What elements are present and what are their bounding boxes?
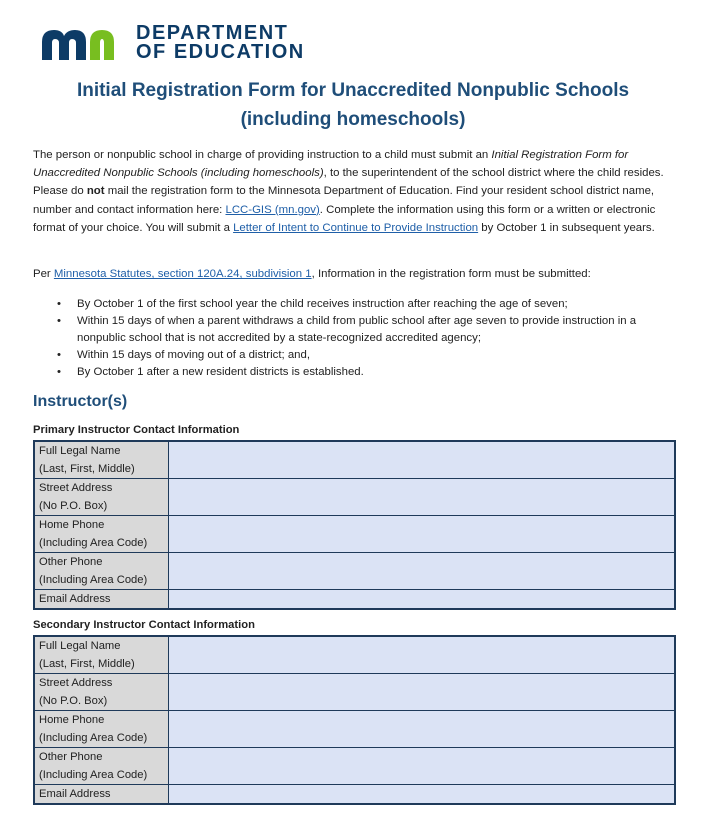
field-label: Full Legal Name (Last, First, Middle) xyxy=(34,441,169,479)
lcc-gis-link[interactable]: LCC-GIS (mn.gov) xyxy=(225,203,320,216)
table-row xyxy=(34,636,675,674)
logo-line-1: DEPARTMENT xyxy=(136,22,289,44)
list-item: • By October 1 of the first school year the child receives instruction after reaching the age of seven; xyxy=(33,296,673,313)
statute-paragraph xyxy=(33,265,673,283)
table-row xyxy=(34,748,675,785)
field-label: Other Phone (Including Area Code) xyxy=(34,553,169,590)
intro-text: mail the registration form to the Minnesota Department of Education. Find your resident school district name, number and contact information here: xyxy=(33,185,655,216)
logo-line-2: OF EDUCATION xyxy=(136,41,305,63)
deadline-list xyxy=(33,296,673,381)
secondary-other-phone-input[interactable] xyxy=(169,748,676,785)
primary-home-phone-input[interactable] xyxy=(169,516,676,553)
primary-instructor-title: Primary Instructor Contact Information xyxy=(33,424,240,436)
table-row xyxy=(34,553,675,590)
table-row xyxy=(34,785,675,805)
statute-text: , Information in the registration form must be submitted: xyxy=(311,268,591,280)
emphasis-not: not xyxy=(86,185,105,198)
title-line-1: Initial Registration Form for Unaccredited Nonpublic Schools xyxy=(76,80,630,101)
field-label: Email Address xyxy=(34,785,169,805)
instructors-heading: Instructor(s) xyxy=(33,393,128,410)
secondary-instructor-title: Secondary Instructor Contact Information xyxy=(33,619,255,631)
secondary-full-name-input[interactable] xyxy=(169,636,676,674)
field-label: Street Address (No P.O. Box) xyxy=(34,674,169,711)
table-row xyxy=(34,590,675,610)
primary-street-address-input[interactable] xyxy=(169,479,676,516)
secondary-home-phone-input[interactable] xyxy=(169,711,676,748)
field-label: Home Phone (Including Area Code) xyxy=(34,516,169,553)
intro-paragraph xyxy=(33,146,673,237)
table-row xyxy=(34,674,675,711)
field-label: Street Address (No P.O. Box) xyxy=(34,479,169,516)
form-name-italic: Initial Registration Form for Unaccredited Nonpublic Schools (including homeschools) xyxy=(33,149,629,180)
primary-other-phone-input[interactable] xyxy=(169,553,676,590)
field-label: Email Address xyxy=(34,590,169,610)
mde-logo xyxy=(40,24,305,62)
primary-full-name-input[interactable] xyxy=(169,441,676,479)
statute-text: Per xyxy=(33,268,54,280)
list-item: • Within 15 days of moving out of a district; and, xyxy=(33,347,673,364)
title-line-2: (including homeschools) xyxy=(240,109,466,130)
intro-text: by October 1 in subsequent years. xyxy=(478,221,655,234)
secondary-email-input[interactable] xyxy=(169,785,676,805)
secondary-street-address-input[interactable] xyxy=(169,674,676,711)
table-row xyxy=(34,441,675,479)
primary-instructor-table xyxy=(33,440,676,610)
field-label: Other Phone (Including Area Code) xyxy=(34,748,169,785)
secondary-instructor-table xyxy=(33,635,676,805)
intro-text: The person or nonpublic school in charge of providing instruction to a child must submit an xyxy=(33,149,492,161)
table-row xyxy=(34,479,675,516)
intro-text: . Complete the information using this form or a written or electronic format of your choice. You will submit a xyxy=(33,203,656,234)
field-label: Full Legal Name (Last, First, Middle) xyxy=(34,636,169,674)
mn-logo-icon xyxy=(40,26,126,60)
primary-email-input[interactable] xyxy=(169,590,676,610)
logo-wordmark xyxy=(136,24,305,62)
page-title xyxy=(0,76,706,134)
table-row xyxy=(34,516,675,553)
list-item: • By October 1 after a new resident districts is established. xyxy=(33,364,673,381)
statute-link[interactable]: Minnesota Statutes, section 120A.24, subdivision 1 xyxy=(53,268,312,280)
field-label: Home Phone (Including Area Code) xyxy=(34,711,169,748)
letter-of-intent-link[interactable]: Letter of Intent to Continue to Provide Instruction xyxy=(233,221,479,234)
list-item: • Within 15 days of when a parent withdraws a child from public school after age seven to provide instruction in a nonpublic school that is not accredited by a state-recognized accredited agency; xyxy=(33,313,673,347)
table-row xyxy=(34,711,675,748)
intro-text: , to the superintendent of the school district where the child resides. Please do xyxy=(33,167,664,198)
